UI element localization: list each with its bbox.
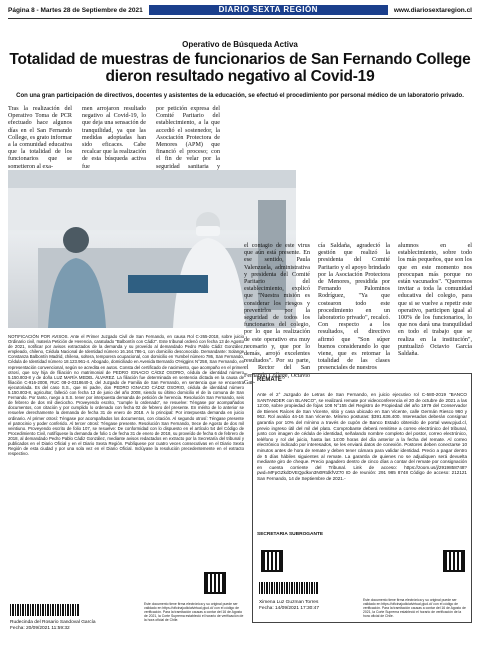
- remate-signer-name: Ximena Luz Guzman Torres: [259, 600, 319, 605]
- remate-fine-print: Este documento tiene firma electrónica y su original puede ser validado en https://oficinajudicialvirtual.pjud.cl/ con el código de verificación. Para la tramitación causas a contar del 16 de Agosto de 2021, la Corte Suprema estableció el horario de verificación de la hora oficial de Chile.: [363, 598, 466, 618]
- qr-code-notice-icon: [204, 572, 228, 596]
- legal-notice-text: NOTIFICACIÓN POR AVISOS. Ante el Primer Juzgado Civil de San Fernando, en causa Rol C-265-2018, sobre juicio Ordinario civil, materia Petición de Herencia, caratulado "Balbontín con Cádiz". Este tribunal ordenó con fecha 13 de Agosto de 2021, notificar por avisos extractados de la demanda y su proveído al demandado Pedro Pablo Cádiz González, empleado, chileno, Cédula Nacional de Identidad número 16.164.786-1, con domicilio desconocido. Demandante: Solange Constanza Balbontín Madrid, chilena, soltera, temporera ocupacional, con domicilio en Yumbel número 786, San Fernando, Cédula de Identidad número 18.123.961-4. Abogado, domiciliado en Avenida Bernardo O'Higgins N°258, San Fernando, en representación convencional, según se acredita en autos. Consta del certificado de nacimiento, que acompaño en el primer otrosí, que soy hija de filiación no matrimonial de PEDRO IGNACIO CÁDIZ OSORIO, cédula de identidad número 5.150.803-8 y de doña LUZ MARÍA MEDEL ÁLVAREZ. La filiación fue determinada en sentencia dictada en la causa de filiación C-916-2008, RUC 08-2-0318640-3, del Juzgado de Familia de San Fernando, en sentencia que se encuentra ejecutoriada. Es del caso S.S., que mi padre, don PEDRO IGNACIO CÁDIZ OSORIO, cédula de identidad número 5.150.803-8, agricultor, falleció con fecha 13 de junio del año 2008, siendo su último domicilio el de la comuna de San Fernando. Por tanto, ruego a S.S. tener por interpuesta demanda de petición de herencia. Resolución San Fernando, seis de febrero de dos mil dieciocho. Proveyendo escrito, "cumple lo ordenado", se resuelve: Téngase por acompañados documentos, con citación y por cumplido lo ordenado con fecha 02 de febrero del presente. En mérito de lo anterior se resuelve derechamente la demanda de fecha 31 de enero de 2018. A lo principal: Por interpuesta demanda en juicio ordinario. Al primer otrosí: Téngase por acompañados los documentos, con citación. Al segundo otrosí: Téngase presente el patrocinio y poder conferido. Al tercer otrosí: Téngase presente. Resolución San Fernando, trece de Agosto de dos mil veintiuno. Proveyendo escrito de folio 107, se resuelve: De conformidad con lo dispuesto en el artículo 54 del Código de Procedimiento Civil, notifíquese la demanda de folio 1 de fecha 31 de enero de 2018, su proveído de fecha 6 de febrero de 2018, al demandado Pedro Pablo Cádiz González, mediante avisos redactados en extracto por la Secretaría del tribunal y publicados en el Diario Oficial y en el Diario Sexta Región. Publíquese por cuatro veces consecutivas en el Diario Sexta Región de esta ciudad y por una sola vez en el Diario Oficial. Inclúyase la resolución precedentemente en el extracto respectivo.: [8, 334, 244, 457]
- notice-signer-name: Rudecinda del Rosario Sandoval García: [10, 620, 96, 625]
- remate-signer: [259, 600, 319, 611]
- page-number: Página 8 - Martes 28 de Septiembre de 2021: [8, 6, 143, 14]
- article-column-5: cía Saldaña, agradeció la gestión que realizó la presidenta del Comité Paritario y el apoyo brindado por la Asociación Protectora de Menores, presidida por Fernando Palominos Rodríguez, "Ya que costearon todo este procedimiento en un laboratorio privado", recalcó. Con respecto a los resultados, el directivo afirmó que "Son súper buenos considerando lo que viene, que es retomar la totalidad de las clases presenciales de nuestros: [318, 243, 390, 372]
- qr-code-remate-2-icon: [443, 550, 467, 574]
- notice-fine-print: Este documento tiene firma electrónica y su original puede ser validado en https://oficinajudicialvirtual.pjud.cl/ con el código de verificación. Para la tramitación causas a contar del 16 de Agosto de 2021, la Corte Suprema estableció el horario de verificación de la hora oficial de Chile.: [144, 602, 244, 622]
- remate-signer-date: Fecha: 14/09/2021 17:30:47: [259, 605, 320, 611]
- notice-signer: [10, 620, 96, 631]
- masthead: DIARIO SEXTA REGIÓN: [149, 5, 388, 15]
- page-header: [8, 4, 472, 16]
- remate-box: [252, 373, 472, 623]
- barcode-remate-icon: [259, 582, 319, 594]
- article-headline: Totalidad de muestras de funcionarios de San Fernando College dieron resultado negativo al Covid-19: [9, 51, 471, 85]
- article-subhead: Con una gran participación de directivos, docentes y asistentes de la educación, se efectuó el procedimiento por personal médico de un laboratorio privado.: [16, 93, 464, 99]
- qr-code-remate-icon: [261, 550, 285, 574]
- article-column-4: el contagio de este virus que aún está presente. En ese sentido, Paula Valenzuela, administrativa y presidenta del Comité Paritario del establecimiento, explicó que "Nuestra misión es considerar los riesgos y prevenirlos por la seguridad de todos los funcionarios del colegio, por lo que la realización de este operativo era muy necesario y, que por lo demás, arrojó excelentes resultados". Por su parte, el Rector del San Fernando College, Octavio Gar-: [244, 243, 310, 386]
- remate-title: REMATE: [257, 377, 282, 383]
- remate-secretary: SECRETARIA SUBROGANTE: [257, 532, 324, 537]
- article-column-3: por petición expresa del Comité Paritario del establecimiento, a la que accedió el sostenedor, la Asociación Protectora de Menores (APM) que financió el proceso; con el fin de velar por la seguridad sanitaria y: [156, 106, 220, 170]
- site-url[interactable]: www.diariosextaregion.cl: [393, 6, 472, 14]
- remate-text: Ante el 2° Juzgado de Letras de San Fernando, en juicio ejecutivo rol C-580-2019 "BANCO SANTANDER con BLANCO", se realizará remate por videoconferencia el 20 de octubre de 2021 a las 12:00, sobre propiedad de fojas 108 N°155 del Registro de Propiedad del año 1979 del Conservador de Bienes Raíces de San Vicente, sitio y casa ubicado en San Vicente, calle Germán Riesco 960 y 962. Rol avalúo 44-16 San Vicente. Mínimo posturas: $391.636.400. Interesados deberán consignar garantía por 10% del mínimo a través de cupón de Banco Estado obtenido de portal www.pjud.cl, previo ingreso útil del mil del plato. Comprobante deberá remitirse a correo electrónico del tribunal, junto con imagen de cédula de identidad, señalando nombre completo del postor, correo electrónico, teléfono y rol del juicio, hasta las 14:00 horas del día anterior a la fecha del remate. Al correo electrónico indicado por interesados, se les enviará datos de conexión. Postores deben conectarse 10 minutos antes de hora de remate y deben tener cámara para validar identidad. Precio a pagar dentro de 5 días hábiles siguientes al remate. La garantía de quienes no se adjudiquen será devuelta mediante giro de cheque. Precio pagadero dentro de cinco días a contar del remate por consignación en cuenta corriente del Tribunal. Link de acceso: https://zoom.us/j/2919858748?pwd=MFpGZkdDVEQpdkxn3N0RtdkfVZ70 ID de reunión: 291 985 8748 Código de acceso: 212121 San Fernando, 14 de Septiembre de 2021.-: [257, 392, 467, 481]
- header-rule: [8, 18, 472, 19]
- article-column-2: men arrojaron resultado negativo al Covid-19, lo que deja una sensación de tranquilidad, ya que las medidas adoptadas han sido eficaces. Cabe recalcar que la realización de esta búsqueda activa fue: [82, 106, 146, 170]
- notice-signer-date: Fecha: 20/09/2021 11:59:32: [10, 625, 70, 631]
- barcode-notice-icon: [10, 604, 80, 616]
- article-column-6: alumnos en el establecimiento, sobre todo los más pequeños, que son los que en este momento nos preocupan más porque no están vacunados". "Queremos invitar a toda la comunidad educativa del colegio, para que si se vuelve a repetir este operativo, participen igual al 100% de los funcionarios, lo que nos dará una tranquilidad en todo el trabajo que se realiza en la institución", puntualizó Octavio García Saldaña.: [398, 243, 472, 358]
- article-kicker: Operativo de Búsqueda Activa: [182, 40, 298, 49]
- article-column-1: Tras la realización del Operativo Toma de PCR efectuado hace algunos días en el San Fernando College, es grato informar a la comunidad educativa que la totalidad de los funcionarios que se sometieron al exa-: [8, 106, 72, 170]
